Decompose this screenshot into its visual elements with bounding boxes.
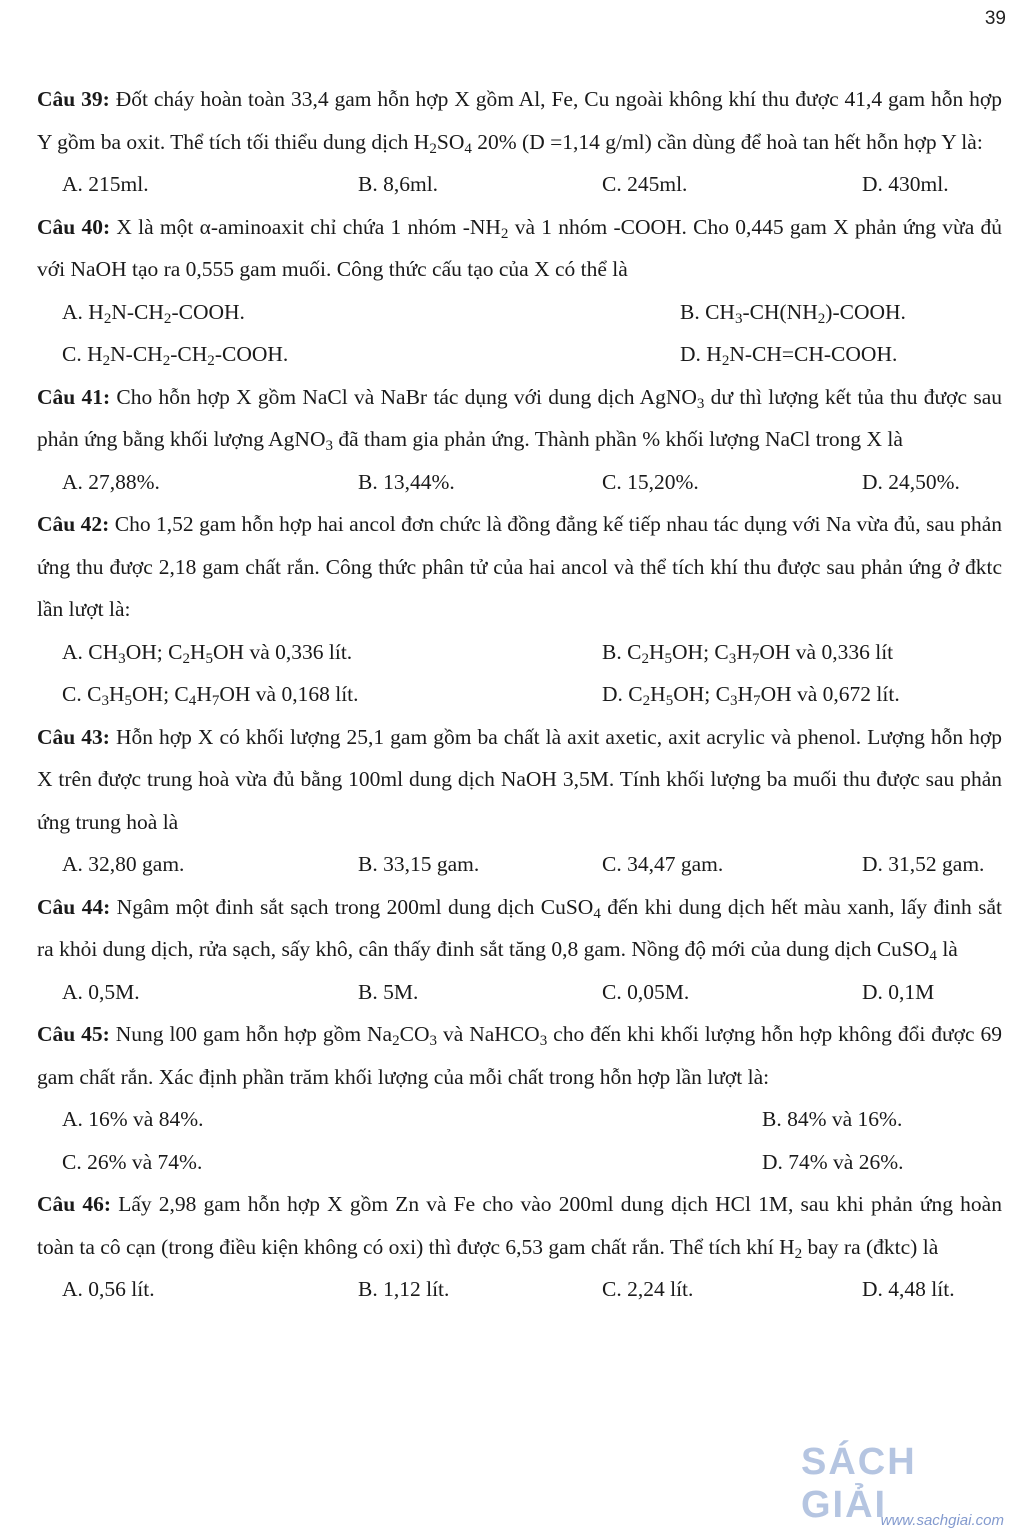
option-a: A. 32,80 gam. (62, 852, 185, 876)
option-a: A. 0,5M. (62, 979, 140, 1004)
answer-options (37, 461, 1002, 504)
answer-options (37, 971, 1002, 1014)
question-label: Câu 40: (37, 214, 111, 239)
option-d: D. 74% và 26%. (762, 1149, 904, 1174)
answer-options (37, 631, 1002, 674)
subscript: 4 (464, 140, 472, 157)
question-stem (37, 716, 1002, 844)
option-b: B. 33,15 gam. (358, 852, 480, 876)
option-b: B. $CH_3-CH(NH_2)$-COOH. (680, 299, 906, 327)
option-d: D. 4,48 lít. (862, 1277, 955, 1301)
option-b: B. 84% và 16%. (762, 1107, 903, 1131)
stem-text: dư thì lượng kết tủa thu được sau phản ứng bằng khối lượng AgNO (37, 384, 1002, 451)
option-b: B. 1,12 lít. (358, 1277, 450, 1301)
option-a: A. $H_2N-CH_2$-COOH. (62, 299, 245, 327)
answer-options (37, 163, 1002, 206)
option-d: D. $C_2H_5OH$; $C_3H_7OH$ và 0,672 lít. (602, 682, 900, 709)
stem-text: Lấy 2,98 gam hỗn hợp X gồm Zn và Fe cho vào 200ml dung dịch HCl 1M, sau khi phản ứng hoàn toàn ta cô cạn (trong điều kiện không có oxi) thì được 6,53 gam chất rắn. Thể tích khí H (37, 1192, 1002, 1259)
option-c: C. 2,24 lít. (602, 1277, 694, 1301)
option-b: B. $C_2H_5OH$; $C_3H_7OH$ và 0,336 lít (602, 639, 894, 667)
stem-text: CO (399, 1022, 430, 1046)
question-stem (37, 503, 1002, 631)
option-b: B. 13,44%. (358, 469, 455, 494)
stem-text: Cho 1,52 gam hỗn hợp hai ancol đơn chức là đồng đẳng kế tiếp nhau tác dụng với Na vừa đủ, sau phản ứng thu được 2,18 gam chất rắn. Công thức phân tử của hai ancol và thể tích khí thu được sau phản ứng ở đktc lần lượt là: (37, 512, 1002, 621)
stem-text: Nung l00 gam hỗn hợp gồm Na (109, 1022, 393, 1046)
subscript: 3 (539, 1032, 548, 1049)
question-46 (37, 1183, 1002, 1311)
stem-text: đã tham gia phản ứng. Thành phần % khối lượng NaCl trong X là (333, 427, 903, 451)
stem-text: X là một α-aminoaxit chỉ chứa 1 nhóm -NH (110, 214, 501, 239)
subscript: 4 (929, 947, 937, 964)
question-label: Câu 45: (37, 1022, 110, 1046)
stem-text: cho đến khi khối lượng hỗn hợp không đổi được 69 gam chất rắn. Xác định phần trăm khối lượng của mỗi chất trong hỗn hợp lần lượt là: (37, 1022, 1002, 1089)
stem-text: Cho hỗn hợp X gồm NaCl và NaBr tác dụng với dung dịch AgNO (110, 384, 697, 409)
subscript: 2 (392, 1032, 400, 1049)
stem-text: là (936, 937, 958, 961)
option-a: A. 16% và 84%. (62, 1107, 204, 1131)
question-41 (37, 376, 1002, 504)
answer-options (37, 1098, 1002, 1141)
stem-text: Hỗn hợp X có khối lượng 25,1 gam gồm ba chất là axit axetic, axit acrylic và phenol. Lượng hỗn hợp X trên được trung hoà vừa đủ bằng 100ml dung dịch NaOH 3,5M. Tính khối lượng ba muối thu được sau phản ứng trung hoà là (37, 724, 1002, 834)
stem-text: và NaHCO (437, 1022, 540, 1046)
stem-text: bay ra (đktc) là (802, 1234, 939, 1259)
option-c: C. 26% và 74%. (62, 1149, 203, 1174)
question-45 (37, 1013, 1002, 1183)
answer-options (37, 333, 1002, 376)
option-c: C. $C_3H_5OH$; $C_4H_7OH$ và 0,168 lít. (62, 682, 359, 709)
question-stem (37, 78, 1002, 163)
option-c: C. 245ml. (602, 172, 688, 196)
question-stem (37, 1013, 1002, 1098)
option-d: D. $H_2N-CH=CH$-COOH. (680, 342, 898, 369)
option-d: D. 24,50%. (862, 469, 960, 494)
page-number: 39 (984, 8, 1006, 29)
question-label: Câu 42: (37, 512, 110, 536)
question-stem (37, 1183, 1002, 1268)
stem-text: Ngâm một đinh sắt sạch trong 200ml dung dịch CuSO (110, 894, 594, 919)
question-stem (37, 376, 1002, 461)
stem-text: SO (436, 129, 465, 154)
option-a: A. 215ml. (62, 172, 149, 196)
subscript: 3 (429, 1032, 438, 1049)
option-c: C. $H_2N-CH_2-CH_2$-COOH. (62, 342, 289, 369)
option-a: A. 0,56 lít. (62, 1277, 155, 1301)
option-d: D. 430ml. (862, 172, 949, 196)
watermark-url: www.sachgiai.com (880, 1512, 1004, 1529)
option-b: B. 8,6ml. (358, 172, 439, 196)
question-stem (37, 206, 1002, 291)
option-c: C. 15,20%. (602, 469, 699, 494)
answer-options (37, 843, 1002, 886)
option-d: D. 31,52 gam. (862, 852, 985, 876)
question-label: Câu 41: (37, 384, 111, 409)
option-c: C. 0,05M. (602, 979, 690, 1004)
stem-text: và 1 nhóm -COOH. Cho 0,445 gam X phản ứng vừa đủ với NaOH tạo ra 0,555 gam muối. Công thức cấu tạo của X có thể là (37, 214, 1002, 281)
subscript: 3 (696, 395, 705, 412)
question-42 (37, 503, 1002, 716)
answer-options (37, 1268, 1002, 1311)
answer-options (37, 291, 1002, 334)
option-c: C. 34,47 gam. (602, 852, 724, 876)
question-list (37, 78, 1002, 1311)
option-d: D. 0,1M (862, 979, 935, 1004)
watermark-logo (801, 1423, 1016, 1533)
stem-text: Đốt cháy hoàn toàn 33,4 gam hỗn hợp X gồm Al, Fe, Cu ngoài không khí thu được 41,4 gam hỗn hợp Y gồm ba oxit. Thể tích tối thiểu dung dịch H (37, 87, 1002, 154)
question-label: Câu 46: (37, 1192, 112, 1216)
question-43 (37, 716, 1002, 886)
stem-text: đến khi dung dịch hết màu xanh, lấy đinh sắt ra khỏi dung dịch, rửa sạch, sấy khô, cân thấy đinh sắt tăng 0,8 gam. Nồng độ mới của dung dịch CuSO (37, 894, 1003, 961)
subscript: 4 (593, 905, 601, 922)
question-39 (37, 78, 1002, 206)
watermark-brand: SÁCH GIẢI (801, 1441, 917, 1526)
subscript: 2 (500, 225, 509, 242)
question-label: Câu 43: (37, 724, 110, 749)
option-b: B. 5M. (358, 979, 419, 1004)
question-label: Câu 44: (37, 894, 111, 919)
question-stem (37, 886, 1002, 971)
option-a: A. 27,88%. (62, 469, 160, 494)
stem-text: 20% (D =1,14 g/ml) cần dùng để hoà tan hết hỗn hợp Y là: (471, 129, 983, 154)
answer-options (37, 673, 1002, 716)
question-40 (37, 206, 1002, 376)
question-label: Câu 39: (37, 87, 110, 111)
subscript: 3 (325, 437, 334, 454)
subscript: 2 (794, 1245, 803, 1262)
answer-options (37, 1141, 1002, 1184)
option-a: A. $CH_3OH$; $C_2H_5OH$ và 0,336 lít. (62, 639, 353, 667)
question-44 (37, 886, 1002, 1014)
subscript: 2 (429, 140, 437, 157)
